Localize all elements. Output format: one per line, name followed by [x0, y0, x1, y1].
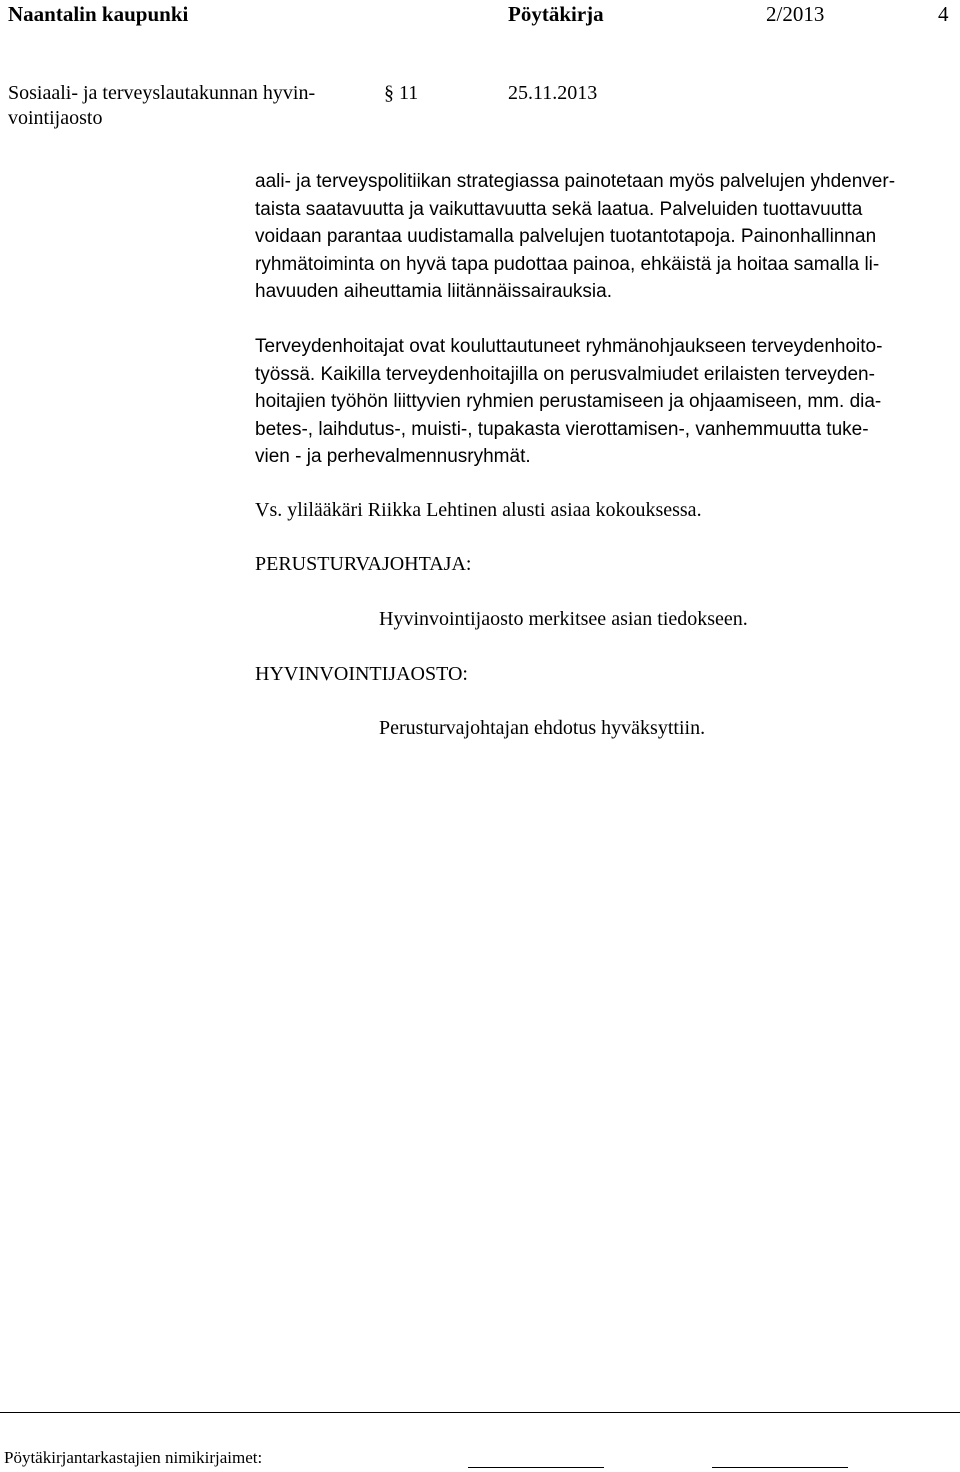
paragraph-line: hoitajien työhön liittyvien ryhmien perustamiseen ja ohjaamiseen, mm. dia- — [255, 391, 882, 412]
committee-name-line2: vointijaosto — [8, 107, 103, 129]
body-paragraph-2 — [255, 333, 955, 471]
organization-name: Naantalin kaupunki — [8, 2, 189, 26]
footer-initials-label: Pöytäkirjantarkastajien nimikirjaimet: — [4, 1448, 263, 1467]
document-type: Pöytäkirja — [508, 2, 604, 26]
paragraph-line: Terveydenhoitajat ovat kouluttautuneet ryhmänohjaukseen terveydenhoito- — [255, 336, 883, 357]
paragraph-line: vien - ja perhevalmennusryhmät. — [255, 446, 531, 467]
meeting-date: 25.11.2013 — [508, 82, 598, 104]
document-number: 2/2013 — [766, 2, 825, 26]
paragraph-line: taista saatavuutta ja vaikuttavuutta sekä laatua. Palveluiden tuottavuutta — [255, 198, 863, 220]
body-paragraph-1 — [255, 168, 955, 306]
committee-name-line1: Sosiaali- ja terveyslautakunnan hyvin- — [8, 82, 316, 104]
paragraph-line: työssä. Kaikilla terveydenhoitajilla on perusvalmiudet erilaisten terveyden- — [255, 363, 875, 385]
footer-divider — [0, 1412, 960, 1413]
paragraph-line: aali- ja terveyspolitiikan strategiassa painotetaan myös palvelujen yhdenver- — [255, 171, 896, 192]
proposal-label: PERUSTURVAJOHTAJA: — [255, 553, 472, 575]
paragraph-line: betes-, laihdutus-, muisti-, tupakasta vierottamisen-, vanhemmuutta tuke- — [255, 418, 869, 440]
paragraph-line: ryhmätoiminta on hyvä tapa pudottaa painoa, ehkäistä ja hoitaa samalla li- — [255, 253, 880, 275]
signature-line-2 — [712, 1467, 848, 1468]
decision-label: HYVINVOINTIJAOSTO: — [255, 663, 468, 685]
page-number: 4 — [938, 2, 949, 26]
presenter-note: Vs. ylilääkäri Riikka Lehtinen alusti asiaa kokouksessa. — [255, 499, 702, 521]
signature-line-1 — [468, 1467, 604, 1468]
decision-text: Perusturvajohtajan ehdotus hyväksyttiin. — [379, 717, 706, 739]
paragraph-line: voidaan parantaa uudistamalla palvelujen tuotantotapoja. Painonhallinnan — [255, 226, 877, 247]
proposal-text: Hyvinvointijaosto merkitsee asian tiedokseen. — [379, 608, 748, 630]
paragraph-line: havuuden aiheuttamia liitännäissairauksia. — [255, 281, 613, 302]
section-number: § 11 — [384, 82, 419, 104]
